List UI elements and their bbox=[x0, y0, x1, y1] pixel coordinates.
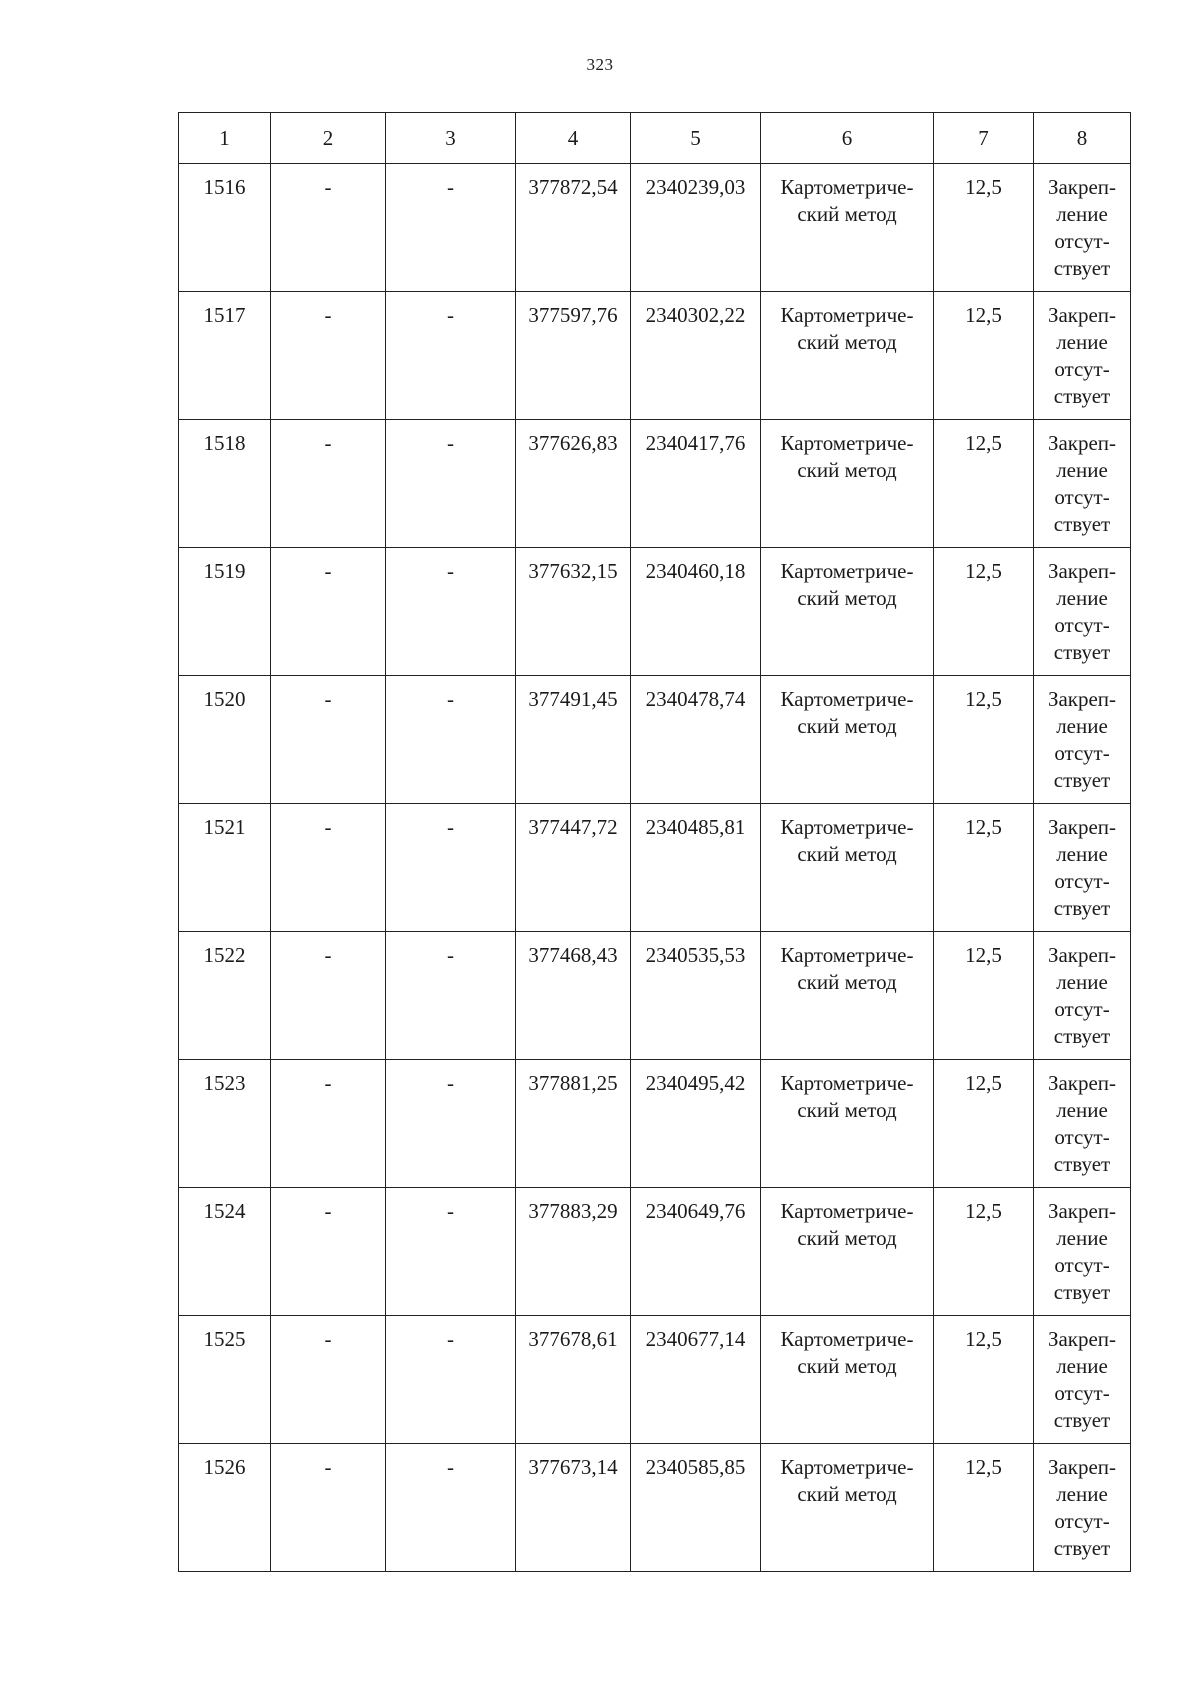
cell-line: ствует bbox=[1053, 768, 1111, 792]
cell-line: отсут- bbox=[1054, 1509, 1110, 1533]
cell-line: ский метод bbox=[797, 586, 897, 610]
cell-line: ский метод bbox=[797, 458, 897, 482]
cell-line: Картометриче- bbox=[780, 1327, 914, 1351]
cell-accuracy: 12,5 bbox=[934, 420, 1034, 548]
cell-col-3: - bbox=[386, 1188, 516, 1316]
cell-line: Картометриче- bbox=[780, 1071, 914, 1095]
cell-line: ствует bbox=[1053, 1536, 1111, 1560]
cell-line: ский метод bbox=[797, 1482, 897, 1506]
column-header: 3 bbox=[386, 113, 516, 164]
cell-line: ление bbox=[1056, 714, 1108, 738]
cell-line: отсут- bbox=[1054, 357, 1110, 381]
cell-method bbox=[761, 1316, 934, 1444]
cell-line: ствует bbox=[1053, 512, 1111, 536]
cell-line: отсут- bbox=[1054, 1253, 1110, 1277]
table-row bbox=[179, 292, 1131, 420]
cell-accuracy: 12,5 bbox=[934, 676, 1034, 804]
cell-col-3: - bbox=[386, 1444, 516, 1572]
cell-coord-x: 377447,72 bbox=[516, 804, 631, 932]
table-row bbox=[179, 1444, 1131, 1572]
cell-fixing bbox=[1034, 676, 1131, 804]
cell-col-3: - bbox=[386, 164, 516, 292]
column-header: 1 bbox=[179, 113, 271, 164]
table-header bbox=[179, 113, 1131, 164]
cell-coord-x: 377883,29 bbox=[516, 1188, 631, 1316]
cell-col-2: - bbox=[271, 292, 386, 420]
cell-coord-y: 2340302,22 bbox=[631, 292, 761, 420]
cell-line: Картометриче- bbox=[780, 943, 914, 967]
cell-coord-y: 2340239,03 bbox=[631, 164, 761, 292]
cell-fixing bbox=[1034, 1188, 1131, 1316]
cell-col-2: - bbox=[271, 1316, 386, 1444]
table-row bbox=[179, 804, 1131, 932]
cell-method bbox=[761, 1060, 934, 1188]
cell-line: ление bbox=[1056, 1482, 1108, 1506]
cell-fixing bbox=[1034, 420, 1131, 548]
cell-col-3: - bbox=[386, 932, 516, 1060]
cell-accuracy: 12,5 bbox=[934, 1188, 1034, 1316]
cell-line: отсут- bbox=[1054, 741, 1110, 765]
cell-coord-x: 377678,61 bbox=[516, 1316, 631, 1444]
table-row bbox=[179, 420, 1131, 548]
cell-line: Картометриче- bbox=[780, 1455, 914, 1479]
cell-accuracy: 12,5 bbox=[934, 292, 1034, 420]
cell-col-2: - bbox=[271, 548, 386, 676]
cell-line: отсут- bbox=[1054, 613, 1110, 637]
cell-line: ствует bbox=[1053, 896, 1111, 920]
table-row bbox=[179, 548, 1131, 676]
cell-accuracy: 12,5 bbox=[934, 1316, 1034, 1444]
cell-accuracy: 12,5 bbox=[934, 164, 1034, 292]
cell-coord-x: 377872,54 bbox=[516, 164, 631, 292]
cell-line: ствует bbox=[1053, 1408, 1111, 1432]
cell-line: Закреп- bbox=[1047, 1455, 1117, 1479]
cell-line: Картометриче- bbox=[780, 303, 914, 327]
column-header: 4 bbox=[516, 113, 631, 164]
cell-fixing bbox=[1034, 932, 1131, 1060]
cell-col-2: - bbox=[271, 1188, 386, 1316]
table-row bbox=[179, 1188, 1131, 1316]
cell-line: Закреп- bbox=[1047, 1199, 1117, 1223]
cell-point-number: 1521 bbox=[179, 804, 271, 932]
cell-coord-x: 377491,45 bbox=[516, 676, 631, 804]
cell-accuracy: 12,5 bbox=[934, 548, 1034, 676]
cell-line: ский метод bbox=[797, 330, 897, 354]
cell-coord-y: 2340535,53 bbox=[631, 932, 761, 1060]
cell-fixing bbox=[1034, 548, 1131, 676]
cell-point-number: 1520 bbox=[179, 676, 271, 804]
cell-fixing bbox=[1034, 804, 1131, 932]
cell-point-number: 1523 bbox=[179, 1060, 271, 1188]
cell-line: ский метод bbox=[797, 970, 897, 994]
page-number: 323 bbox=[586, 55, 614, 74]
cell-line: Картометриче- bbox=[780, 1199, 914, 1223]
cell-line: ствует bbox=[1053, 1280, 1111, 1304]
table-row bbox=[179, 676, 1131, 804]
cell-col-2: - bbox=[271, 1444, 386, 1572]
cell-col-2: - bbox=[271, 676, 386, 804]
cell-coord-x: 377468,43 bbox=[516, 932, 631, 1060]
cell-col-3: - bbox=[386, 548, 516, 676]
cell-line: ский метод bbox=[797, 1226, 897, 1250]
cell-method bbox=[761, 804, 934, 932]
cell-point-number: 1522 bbox=[179, 932, 271, 1060]
cell-col-3: - bbox=[386, 292, 516, 420]
cell-line: отсут- bbox=[1054, 869, 1110, 893]
cell-point-number: 1526 bbox=[179, 1444, 271, 1572]
cell-line: ление bbox=[1056, 970, 1108, 994]
cell-line: Закреп- bbox=[1047, 943, 1117, 967]
cell-line: отсут- bbox=[1054, 1125, 1110, 1149]
cell-line: ление bbox=[1056, 458, 1108, 482]
column-header: 6 bbox=[761, 113, 934, 164]
cell-point-number: 1519 bbox=[179, 548, 271, 676]
cell-line: отсут- bbox=[1054, 1381, 1110, 1405]
cell-col-3: - bbox=[386, 804, 516, 932]
cell-point-number: 1516 bbox=[179, 164, 271, 292]
cell-line: Закреп- bbox=[1047, 687, 1117, 711]
cell-method bbox=[761, 932, 934, 1060]
cell-line: Закреп- bbox=[1047, 1071, 1117, 1095]
cell-col-2: - bbox=[271, 420, 386, 548]
cell-col-3: - bbox=[386, 676, 516, 804]
cell-col-2: - bbox=[271, 932, 386, 1060]
cell-point-number: 1518 bbox=[179, 420, 271, 548]
cell-line: Закреп- bbox=[1047, 559, 1117, 583]
column-header: 5 bbox=[631, 113, 761, 164]
cell-col-3: - bbox=[386, 420, 516, 548]
cell-point-number: 1525 bbox=[179, 1316, 271, 1444]
cell-coord-y: 2340485,81 bbox=[631, 804, 761, 932]
cell-fixing bbox=[1034, 164, 1131, 292]
cell-line: Картометриче- bbox=[780, 559, 914, 583]
cell-col-2: - bbox=[271, 164, 386, 292]
cell-line: отсут- bbox=[1054, 485, 1110, 509]
cell-line: ствует bbox=[1053, 640, 1111, 664]
cell-fixing bbox=[1034, 292, 1131, 420]
cell-line: Закреп- bbox=[1047, 815, 1117, 839]
cell-line: Картометриче- bbox=[780, 687, 914, 711]
cell-line: ление bbox=[1056, 1098, 1108, 1122]
cell-line: ский метод bbox=[797, 1098, 897, 1122]
cell-point-number: 1524 bbox=[179, 1188, 271, 1316]
cell-col-3: - bbox=[386, 1060, 516, 1188]
column-header: 7 bbox=[934, 113, 1034, 164]
coordinates-table bbox=[178, 112, 1131, 1572]
cell-method bbox=[761, 676, 934, 804]
column-header: 2 bbox=[271, 113, 386, 164]
cell-line: ление bbox=[1056, 330, 1108, 354]
cell-line: ствует bbox=[1053, 256, 1111, 280]
cell-coord-y: 2340495,42 bbox=[631, 1060, 761, 1188]
cell-line: ский метод bbox=[797, 714, 897, 738]
cell-line: Закреп- bbox=[1047, 431, 1117, 455]
cell-coord-y: 2340417,76 bbox=[631, 420, 761, 548]
header-row bbox=[179, 113, 1131, 164]
cell-accuracy: 12,5 bbox=[934, 804, 1034, 932]
cell-line: Картометриче- bbox=[780, 431, 914, 455]
cell-line: ствует bbox=[1053, 1024, 1111, 1048]
cell-method bbox=[761, 548, 934, 676]
cell-fixing bbox=[1034, 1444, 1131, 1572]
cell-coord-y: 2340585,85 bbox=[631, 1444, 761, 1572]
cell-line: Закреп- bbox=[1047, 1327, 1117, 1351]
cell-line: Картометриче- bbox=[780, 815, 914, 839]
cell-line: отсут- bbox=[1054, 997, 1110, 1021]
cell-line: отсут- bbox=[1054, 229, 1110, 253]
cell-line: ствует bbox=[1053, 384, 1111, 408]
cell-line: ствует bbox=[1053, 1152, 1111, 1176]
cell-line: ление bbox=[1056, 1226, 1108, 1250]
cell-line: Закреп- bbox=[1047, 303, 1117, 327]
table-row bbox=[179, 1060, 1131, 1188]
cell-point-number: 1517 bbox=[179, 292, 271, 420]
cell-col-2: - bbox=[271, 804, 386, 932]
cell-coord-y: 2340677,14 bbox=[631, 1316, 761, 1444]
cell-coord-x: 377597,76 bbox=[516, 292, 631, 420]
cell-accuracy: 12,5 bbox=[934, 1060, 1034, 1188]
cell-col-2: - bbox=[271, 1060, 386, 1188]
cell-coord-y: 2340460,18 bbox=[631, 548, 761, 676]
cell-line: ление bbox=[1056, 1354, 1108, 1378]
cell-method bbox=[761, 1444, 934, 1572]
cell-line: ление bbox=[1056, 202, 1108, 226]
cell-line: ление bbox=[1056, 842, 1108, 866]
cell-accuracy: 12,5 bbox=[934, 1444, 1034, 1572]
cell-fixing bbox=[1034, 1316, 1131, 1444]
cell-coord-x: 377632,15 bbox=[516, 548, 631, 676]
cell-coord-y: 2340649,76 bbox=[631, 1188, 761, 1316]
cell-coord-x: 377881,25 bbox=[516, 1060, 631, 1188]
table-row bbox=[179, 1316, 1131, 1444]
cell-line: Картометриче- bbox=[780, 175, 914, 199]
table-row bbox=[179, 164, 1131, 292]
cell-coord-x: 377626,83 bbox=[516, 420, 631, 548]
cell-line: ление bbox=[1056, 586, 1108, 610]
cell-method bbox=[761, 1188, 934, 1316]
cell-method bbox=[761, 292, 934, 420]
cell-fixing bbox=[1034, 1060, 1131, 1188]
column-header: 8 bbox=[1034, 113, 1131, 164]
cell-line: Закреп- bbox=[1047, 175, 1117, 199]
table-row bbox=[179, 932, 1131, 1060]
cell-coord-x: 377673,14 bbox=[516, 1444, 631, 1572]
cell-accuracy: 12,5 bbox=[934, 932, 1034, 1060]
cell-method bbox=[761, 420, 934, 548]
cell-col-3: - bbox=[386, 1316, 516, 1444]
table-body bbox=[179, 164, 1131, 1572]
cell-line: ский метод bbox=[797, 842, 897, 866]
cell-line: ский метод bbox=[797, 202, 897, 226]
cell-line: ский метод bbox=[797, 1354, 897, 1378]
cell-method bbox=[761, 164, 934, 292]
cell-coord-y: 2340478,74 bbox=[631, 676, 761, 804]
